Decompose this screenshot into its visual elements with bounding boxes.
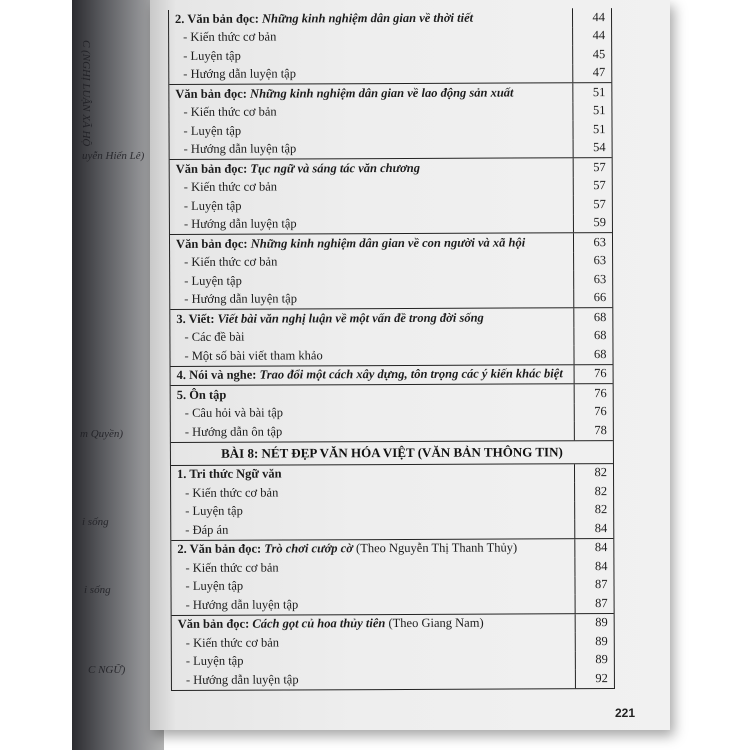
toc-heading xyxy=(170,235,573,252)
page-ref: 57 xyxy=(573,195,612,214)
toc-item-row[interactable] xyxy=(170,139,612,159)
left-fragment: m Quyền) xyxy=(80,428,124,440)
toc-item-row[interactable] xyxy=(170,214,612,234)
page-ref: 59 xyxy=(573,214,612,233)
heading-title: Viết bài văn nghị luận về một vấn đề trong đời sống xyxy=(217,310,484,326)
toc-item-label: - Kiến thức cơ bản xyxy=(185,560,279,575)
page-ref: 76 xyxy=(574,384,613,403)
heading-prefix: Văn bản đọc: xyxy=(177,616,253,632)
toc-heading xyxy=(171,540,574,557)
page-ref: 63 xyxy=(573,252,612,271)
heading-title: Trao đổi một cách xây dựng, tôn trọng các ý kiến khác biệt xyxy=(259,366,563,382)
left-fragment: i sống xyxy=(82,516,109,528)
toc-item-label: - Hướng dẫn luyện tập xyxy=(183,216,297,232)
page-ref: 82 xyxy=(574,501,613,520)
left-fragment: i sống xyxy=(84,584,111,596)
page-ref: 57 xyxy=(573,158,612,177)
page-ref: 44 xyxy=(572,8,611,27)
heading-title: Trò chơi cướp cờ xyxy=(264,541,353,556)
page-ref: 51 xyxy=(572,120,611,139)
toc-item-row[interactable] xyxy=(171,403,613,423)
toc-item-row[interactable] xyxy=(172,651,614,671)
page-ref: 82 xyxy=(574,482,613,501)
toc-section xyxy=(171,539,613,616)
toc-item-row[interactable] xyxy=(170,327,612,347)
heading-prefix: 2. Văn bản đọc: xyxy=(175,11,263,26)
toc-item-label: - Kiến thức cơ bản xyxy=(185,635,280,650)
toc-heading-row[interactable] xyxy=(169,83,611,103)
toc-item-row[interactable] xyxy=(170,195,612,215)
toc-item-row[interactable] xyxy=(169,45,611,65)
toc-item-label: - Luyện tập xyxy=(183,198,242,213)
toc-item-row[interactable] xyxy=(171,576,613,596)
page-ref: 47 xyxy=(572,64,611,83)
page-ref: 51 xyxy=(572,83,611,102)
toc-heading-row[interactable] xyxy=(170,158,612,178)
heading-prefix: Văn bản đọc: xyxy=(175,161,251,176)
page-ref: 84 xyxy=(574,539,613,558)
page-number: 221 xyxy=(615,706,636,720)
heading-title: Những kinh nghiệm dân gian về thời tiết xyxy=(261,10,474,26)
toc-item-label: - Kiến thức cơ bản xyxy=(184,254,278,270)
toc-heading-row[interactable] xyxy=(171,365,613,385)
toc-heading-row[interactable] xyxy=(169,8,611,28)
toc-item-row[interactable] xyxy=(170,252,612,272)
toc-item-row[interactable] xyxy=(169,64,611,84)
page-ref: 76 xyxy=(574,403,613,422)
toc-section xyxy=(172,614,614,691)
toc-item-label: - Hướng dẫn ôn tập xyxy=(184,424,283,439)
toc-item-row[interactable] xyxy=(169,27,611,47)
toc-item-label: - Hướng dẫn luyện tập xyxy=(183,66,296,82)
heading-prefix: Văn bản đọc: xyxy=(175,86,251,101)
page-ref: 54 xyxy=(573,139,612,158)
toc-item-row[interactable] xyxy=(172,594,614,614)
toc-item-label: - Kiến thức cơ bản xyxy=(185,485,279,500)
heading-prefix: 3. Viết: xyxy=(176,311,218,326)
page-ref: 78 xyxy=(574,421,613,440)
toc-item-row[interactable] xyxy=(171,501,613,521)
toc-item-label: - Luyện tập xyxy=(185,653,244,669)
left-fragment: C (NGHỊ LUẬN XÃ HỘ xyxy=(80,40,92,147)
toc-item-label: - Luyện tập xyxy=(183,48,241,63)
toc-item-row[interactable] xyxy=(172,669,614,689)
toc-item-label: - Các đề bài xyxy=(184,329,245,345)
toc-item-label: - Kiến thức cơ bản xyxy=(183,104,277,120)
toc-heading-row[interactable] xyxy=(172,614,614,634)
toc-item-label: - Hướng dẫn luyện tập xyxy=(185,672,299,687)
page-ref: 57 xyxy=(573,177,612,196)
toc-item-row[interactable] xyxy=(171,519,613,539)
heading-author: (Theo Giang Nam) xyxy=(385,615,484,631)
page-ref: 89 xyxy=(575,632,614,651)
toc-heading-row[interactable] xyxy=(171,384,613,404)
toc-heading-row[interactable] xyxy=(171,539,613,559)
toc-item-label: - Luyện tập xyxy=(185,578,244,594)
toc-heading-row[interactable] xyxy=(170,233,612,253)
heading-prefix: 4. Nói và nghe: xyxy=(176,367,260,383)
page-ref: 51 xyxy=(572,102,611,121)
toc-section xyxy=(170,158,612,235)
toc-section xyxy=(171,384,613,442)
lesson-title: BÀI 8: NÉT ĐẸP VĂN HÓA VIỆT (VĂN BẢN THÔNG TIN) xyxy=(171,441,613,466)
toc-item-row[interactable] xyxy=(172,632,614,652)
page-ref: 89 xyxy=(575,651,614,670)
left-fragment: uyễn Hiến Lê) xyxy=(82,150,145,162)
toc-item-row[interactable] xyxy=(170,345,612,365)
toc-heading xyxy=(171,386,574,403)
page-ref: 68 xyxy=(573,345,612,364)
page-ref: 63 xyxy=(573,233,612,252)
toc-item-row[interactable] xyxy=(170,177,612,197)
page-ref: 84 xyxy=(574,557,613,576)
table-of-contents xyxy=(168,8,615,690)
page-ref: 82 xyxy=(574,464,613,483)
page-ref: 66 xyxy=(573,289,612,308)
toc-item-row[interactable] xyxy=(171,557,613,577)
toc-section xyxy=(171,464,613,541)
page-ref: 76 xyxy=(574,365,613,384)
page-ref: 45 xyxy=(572,45,611,64)
toc-item-label: - Một số bài viết tham khảo xyxy=(184,348,323,363)
page-ref: 44 xyxy=(572,27,611,46)
toc-item-row[interactable] xyxy=(170,289,612,309)
toc-item-label: - Luyện tập xyxy=(185,503,243,519)
toc-item-label: - Hướng dẫn luyện tập xyxy=(185,597,299,612)
toc-item-row[interactable] xyxy=(169,102,611,122)
toc-item-label: - Hướng dẫn luyện tập xyxy=(184,291,297,307)
toc-item-label: - Đáp án xyxy=(185,522,229,537)
toc-heading xyxy=(170,310,573,327)
page-ref: 84 xyxy=(574,519,613,538)
heading-title: Những kinh nghiệm dân gian về con người và xã hội xyxy=(250,235,526,251)
toc-item-label: - Câu hỏi và bài tập xyxy=(184,405,284,421)
toc-heading xyxy=(171,465,574,482)
left-fragment: C NGỮ) xyxy=(88,664,126,676)
page-ref: 92 xyxy=(575,669,614,688)
toc-heading xyxy=(170,160,573,177)
toc-heading xyxy=(171,366,574,383)
toc-section xyxy=(169,8,611,85)
toc-heading-row[interactable] xyxy=(170,308,612,328)
toc-section xyxy=(170,233,612,310)
page-ref: 89 xyxy=(575,614,614,633)
toc-item-row[interactable] xyxy=(170,270,612,290)
toc-heading xyxy=(169,85,572,102)
heading-title: Cách gọt củ hoa thủy tiên xyxy=(252,616,386,631)
heading-prefix: 1. Tri thức Ngữ văn xyxy=(176,466,282,482)
page-ref: 68 xyxy=(573,308,612,327)
heading-author: (Theo Nguyễn Thị Thanh Thủy) xyxy=(352,540,518,556)
heading-title: Những kinh nghiệm dân gian về lao động sản xuất xyxy=(250,85,514,101)
book-page xyxy=(150,0,670,730)
toc-item-label: - Luyện tập xyxy=(183,123,242,138)
toc-item-label: - Kiến thức cơ bản xyxy=(183,179,278,195)
heading-prefix: 2. Văn bản đọc: xyxy=(177,541,265,557)
page-ref: 87 xyxy=(575,594,614,613)
toc-item-label: - Luyện tập xyxy=(184,273,242,288)
page-ref: 63 xyxy=(573,270,612,289)
toc-item-label: - Kiến thức cơ bản xyxy=(183,29,277,45)
toc-item-label: - Hướng dẫn luyện tập xyxy=(183,141,297,157)
heading-prefix: 5. Ôn tập xyxy=(176,387,227,402)
toc-heading xyxy=(169,10,572,27)
toc-section xyxy=(171,365,613,386)
heading-prefix: Văn bản đọc: xyxy=(175,236,251,251)
page-ref: 68 xyxy=(573,327,612,346)
toc-heading xyxy=(172,615,575,632)
toc-item-row[interactable] xyxy=(171,421,613,441)
toc-item-row[interactable] xyxy=(171,482,613,502)
toc-item-row[interactable] xyxy=(169,120,611,140)
toc-section xyxy=(169,83,611,160)
heading-title: Tục ngữ và sáng tác văn chương xyxy=(250,160,421,176)
toc-heading-row[interactable] xyxy=(171,464,613,484)
page-ref: 87 xyxy=(574,576,613,595)
toc-section xyxy=(170,308,612,366)
